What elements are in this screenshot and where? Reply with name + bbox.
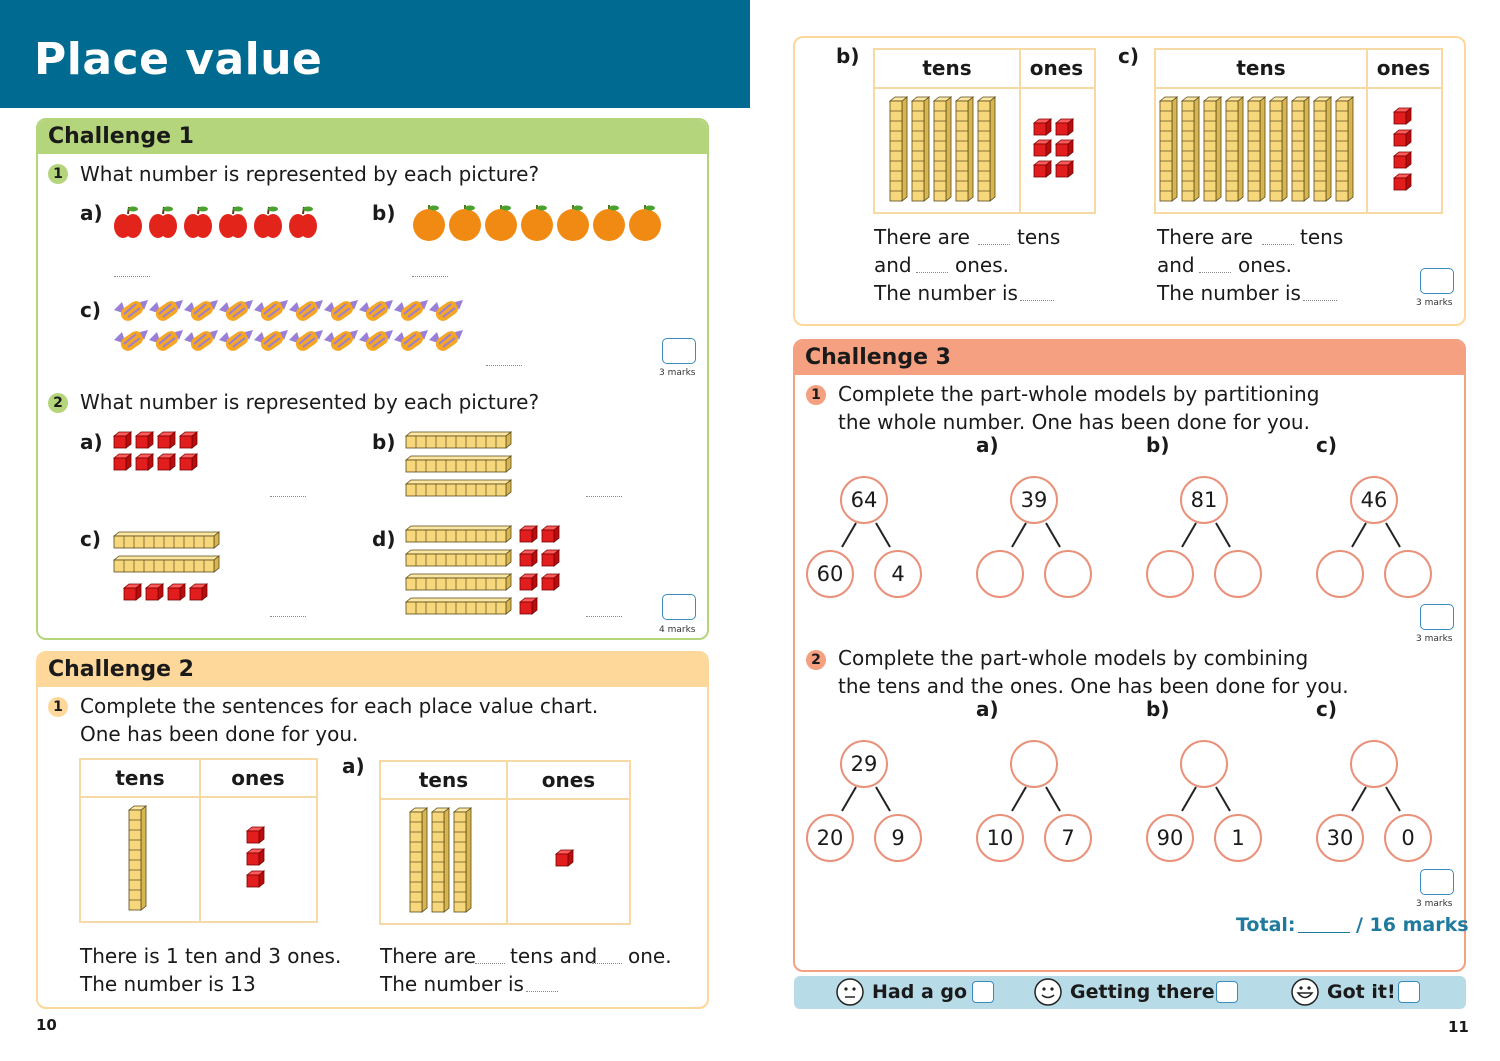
model-label: c) xyxy=(1316,433,1337,457)
label-b: b) xyxy=(836,44,860,68)
sentence-part: There are xyxy=(1157,225,1253,249)
ones-header: ones xyxy=(1029,56,1084,80)
ones-cubes xyxy=(114,432,204,474)
marks-box[interactable] xyxy=(1420,268,1454,294)
sentence-part: one. xyxy=(628,944,672,968)
part-circle: 10 xyxy=(976,814,1024,862)
question-text: One has been done for you. xyxy=(80,722,359,746)
sweet xyxy=(324,328,358,353)
marks-label: 3 marks xyxy=(1416,298,1453,308)
label-c: c) xyxy=(80,298,101,322)
tens-rod xyxy=(934,97,951,201)
page-number-right: 11 xyxy=(1448,1018,1469,1036)
ones-cube xyxy=(542,550,559,566)
ones-cube xyxy=(124,584,141,600)
tens-rod xyxy=(114,556,219,572)
tens-rod xyxy=(978,97,995,201)
sentence-part: ones. xyxy=(1238,253,1292,277)
part-circle: 1 xyxy=(1214,814,1262,862)
label-a: a) xyxy=(80,201,103,225)
answer-line[interactable] xyxy=(916,272,948,273)
answer-line[interactable] xyxy=(592,963,622,964)
sweet xyxy=(359,328,393,353)
had-a-go-label: Had a go xyxy=(872,981,968,1003)
tens-rod xyxy=(129,806,146,910)
sentence-part: The number is xyxy=(874,281,1018,305)
sweet xyxy=(289,328,323,353)
tens-rods xyxy=(406,432,514,500)
answer-line[interactable] xyxy=(586,496,622,497)
ones-cubes xyxy=(556,850,578,872)
ones-cube xyxy=(1394,130,1411,146)
marks-label: 3 marks xyxy=(659,368,696,378)
place-value-chart xyxy=(79,758,318,923)
ones-cube xyxy=(180,454,197,470)
tens-rod xyxy=(406,480,511,496)
question-text: Complete the sentences for each place value chart. xyxy=(80,694,599,718)
ones-cube xyxy=(1056,161,1073,177)
question-text: the tens and the ones. One has been done for you. xyxy=(838,674,1349,698)
ones-cube xyxy=(247,849,264,865)
sentence-part: and xyxy=(874,253,912,277)
ones-cube xyxy=(190,584,207,600)
sentence-part: There are xyxy=(380,944,476,968)
sweet xyxy=(219,328,253,353)
tens-rod xyxy=(406,574,511,590)
label-a: a) xyxy=(342,754,365,778)
question-number: 1 xyxy=(806,385,826,405)
ones-header: ones xyxy=(1376,56,1431,80)
tens-rod xyxy=(454,808,471,912)
tens-header: tens xyxy=(922,56,972,80)
sweet xyxy=(219,298,253,323)
total-answer-line[interactable] xyxy=(1298,932,1350,933)
ones-cube xyxy=(1394,174,1411,190)
whole-circle[interactable] xyxy=(1010,740,1058,788)
sentence-part: ones. xyxy=(955,253,1009,277)
sweet xyxy=(429,328,463,353)
question-text: Complete the part-whole models by combining xyxy=(838,646,1309,670)
part-circle[interactable] xyxy=(1146,550,1194,598)
sweet xyxy=(149,328,183,353)
sweet xyxy=(114,298,148,323)
total-suffix: / 16 marks xyxy=(1356,914,1469,936)
part-circle: 60 xyxy=(806,550,854,598)
model-label: c) xyxy=(1316,697,1337,721)
tens-rod xyxy=(1226,97,1243,201)
sentence-part: There are xyxy=(874,225,970,249)
answer-line[interactable] xyxy=(1020,300,1054,301)
challenge3-heading: Challenge 3 xyxy=(795,341,1464,375)
answer-line[interactable] xyxy=(1262,244,1294,245)
ones-cube xyxy=(542,526,559,542)
answer-line[interactable] xyxy=(978,244,1010,245)
ones-cube xyxy=(146,584,163,600)
ones-cube xyxy=(168,584,185,600)
part-circle[interactable] xyxy=(1316,550,1364,598)
part-circle: 0 xyxy=(1384,814,1432,862)
total-label: Total: xyxy=(1236,914,1296,936)
big-smile-face-icon xyxy=(1291,978,1319,1006)
tens-rods xyxy=(129,806,149,912)
marks-box[interactable] xyxy=(1420,869,1454,895)
page-number-left: 10 xyxy=(36,1016,57,1034)
marks-label: 3 marks xyxy=(1416,634,1453,644)
sweet xyxy=(324,298,358,323)
getting-there-checkbox[interactable] xyxy=(1216,981,1238,1003)
ones-cube xyxy=(114,454,131,470)
example-sentence: The number is 13 xyxy=(80,972,256,996)
part-circle: 20 xyxy=(806,814,854,862)
part-circle[interactable] xyxy=(1384,550,1432,598)
got-it-label: Got it! xyxy=(1327,981,1396,1003)
model-label: a) xyxy=(976,697,999,721)
whole-circle[interactable] xyxy=(1180,740,1228,788)
sweet xyxy=(394,298,428,323)
sweets-picture xyxy=(114,298,464,363)
ones-cube xyxy=(520,550,537,566)
tens-rod xyxy=(1292,97,1309,201)
had-a-go-checkbox[interactable] xyxy=(972,981,994,1003)
answer-line[interactable] xyxy=(526,991,558,992)
answer-line[interactable] xyxy=(1303,300,1337,301)
sentence-part: tens xyxy=(1300,225,1344,249)
whole-circle: 46 xyxy=(1350,476,1398,524)
tens-rod xyxy=(406,456,511,472)
answer-line[interactable] xyxy=(1199,272,1231,273)
ones-cubes xyxy=(247,827,269,891)
tens-rods xyxy=(410,808,476,914)
whole-circle[interactable] xyxy=(1350,740,1398,788)
ones-header: ones xyxy=(231,766,285,790)
tens-and-ones xyxy=(406,526,566,618)
tens-rod xyxy=(406,432,511,448)
part-circle[interactable] xyxy=(1214,550,1262,598)
marks-label: 4 marks xyxy=(659,625,696,635)
ones-cube xyxy=(520,526,537,542)
part-circle[interactable] xyxy=(976,550,1024,598)
sweet xyxy=(184,298,218,323)
tens-rod xyxy=(114,532,219,548)
tens-header: tens xyxy=(115,766,165,790)
ones-cube xyxy=(114,432,131,448)
part-circle[interactable] xyxy=(1044,550,1092,598)
got-it-checkbox[interactable] xyxy=(1398,981,1420,1003)
ones-cube xyxy=(1056,119,1073,135)
ones-cube xyxy=(1034,119,1051,135)
tens-rod xyxy=(912,97,929,201)
question-text: What number is represented by each picture? xyxy=(80,162,540,186)
ones-cube xyxy=(247,827,264,843)
ones-cube xyxy=(158,432,175,448)
example-sentence: There is 1 ten and 3 ones. xyxy=(80,944,342,968)
question-number: 1 xyxy=(48,697,68,717)
ones-cube xyxy=(158,454,175,470)
answer-line[interactable] xyxy=(270,616,306,617)
ones-cube xyxy=(542,574,559,590)
tens-rod xyxy=(406,550,511,566)
marks-box[interactable] xyxy=(662,594,696,620)
ones-cube xyxy=(556,850,573,866)
header-wave xyxy=(0,96,750,116)
ones-cube xyxy=(136,432,153,448)
tens-rod xyxy=(956,97,973,201)
tens-rod xyxy=(1248,97,1265,201)
tens-rod xyxy=(410,808,427,912)
label-a: a) xyxy=(80,430,103,454)
whole-circle: 64 xyxy=(840,476,888,524)
oranges-picture xyxy=(412,204,664,244)
question-text: Complete the part-whole models by partitioning xyxy=(838,382,1320,406)
ones-cube xyxy=(1394,108,1411,124)
question-number: 2 xyxy=(806,650,826,670)
ones-cubes xyxy=(1034,119,1078,183)
label-b: b) xyxy=(372,201,396,225)
label-c: c) xyxy=(1118,44,1139,68)
sweet xyxy=(184,328,218,353)
model-label: a) xyxy=(976,433,999,457)
sweet xyxy=(289,298,323,323)
whole-circle: 39 xyxy=(1010,476,1058,524)
tens-and-ones xyxy=(114,532,222,604)
answer-line[interactable] xyxy=(114,276,150,277)
page-title: Place value xyxy=(34,34,323,85)
sentence-part: and xyxy=(1157,253,1195,277)
ones-header: ones xyxy=(541,768,596,792)
model-label: b) xyxy=(1146,433,1170,457)
tens-rod xyxy=(1204,97,1221,201)
sweet xyxy=(394,328,428,353)
ones-cube xyxy=(1034,140,1051,156)
answer-line[interactable] xyxy=(475,963,505,964)
sweet xyxy=(149,298,183,323)
marks-box[interactable] xyxy=(662,338,696,364)
question-text: the whole number. One has been done for you. xyxy=(838,410,1310,434)
tens-rod xyxy=(432,808,449,912)
answer-line[interactable] xyxy=(586,616,622,617)
whole-circle: 29 xyxy=(840,740,888,788)
tens-rod xyxy=(1270,97,1287,201)
ones-cubes xyxy=(1394,108,1416,194)
ones-cube xyxy=(1394,152,1411,168)
marks-label: 3 marks xyxy=(1416,899,1453,909)
sweet xyxy=(114,328,148,353)
part-circle: 30 xyxy=(1316,814,1364,862)
sweet xyxy=(254,328,288,353)
marks-box[interactable] xyxy=(1420,604,1454,630)
sweet xyxy=(429,298,463,323)
ones-cube xyxy=(520,598,537,614)
challenge1-heading: Challenge 1 xyxy=(38,120,707,154)
answer-line[interactable] xyxy=(412,276,448,277)
model-label: b) xyxy=(1146,697,1170,721)
label-b: b) xyxy=(372,430,396,454)
tens-header: tens xyxy=(418,768,469,792)
part-circle: 90 xyxy=(1146,814,1194,862)
sentence-part: tens xyxy=(1017,225,1061,249)
question-text: What number is represented by each picture? xyxy=(80,390,540,414)
question-number: 1 xyxy=(48,164,68,184)
challenge2-heading: Challenge 2 xyxy=(38,653,707,687)
sweet xyxy=(254,298,288,323)
part-circle: 4 xyxy=(874,550,922,598)
tens-rod xyxy=(1160,97,1177,201)
answer-line[interactable] xyxy=(486,365,522,366)
label-c: c) xyxy=(80,527,101,551)
tens-rod xyxy=(406,526,511,542)
part-circle: 9 xyxy=(874,814,922,862)
answer-line[interactable] xyxy=(270,496,306,497)
tens-rods xyxy=(1160,97,1360,203)
tens-rod xyxy=(1314,97,1331,201)
getting-there-label: Getting there xyxy=(1070,981,1215,1003)
ones-cube xyxy=(1056,140,1073,156)
ones-cube xyxy=(1034,161,1051,177)
part-circle: 7 xyxy=(1044,814,1092,862)
tens-rod xyxy=(890,97,907,201)
sentence-part: tens and xyxy=(510,944,598,968)
neutral-face-icon xyxy=(836,978,864,1006)
ones-cube xyxy=(520,574,537,590)
apples-picture xyxy=(114,204,329,244)
sentence-part: The number is xyxy=(380,972,524,996)
question-number: 2 xyxy=(48,393,68,413)
smile-face-icon xyxy=(1034,978,1062,1006)
tens-rod xyxy=(406,598,511,614)
tens-rod xyxy=(1182,97,1199,201)
whole-circle: 81 xyxy=(1180,476,1228,524)
label-d: d) xyxy=(372,527,396,551)
tens-rod xyxy=(1336,97,1353,201)
tens-rods xyxy=(890,97,1002,203)
ones-cube xyxy=(136,454,153,470)
self-assessment-bar xyxy=(794,976,1466,1009)
sentence-part: The number is xyxy=(1157,281,1301,305)
sweet xyxy=(359,298,393,323)
tens-header: tens xyxy=(1236,56,1286,80)
ones-cube xyxy=(247,871,264,887)
ones-cube xyxy=(180,432,197,448)
